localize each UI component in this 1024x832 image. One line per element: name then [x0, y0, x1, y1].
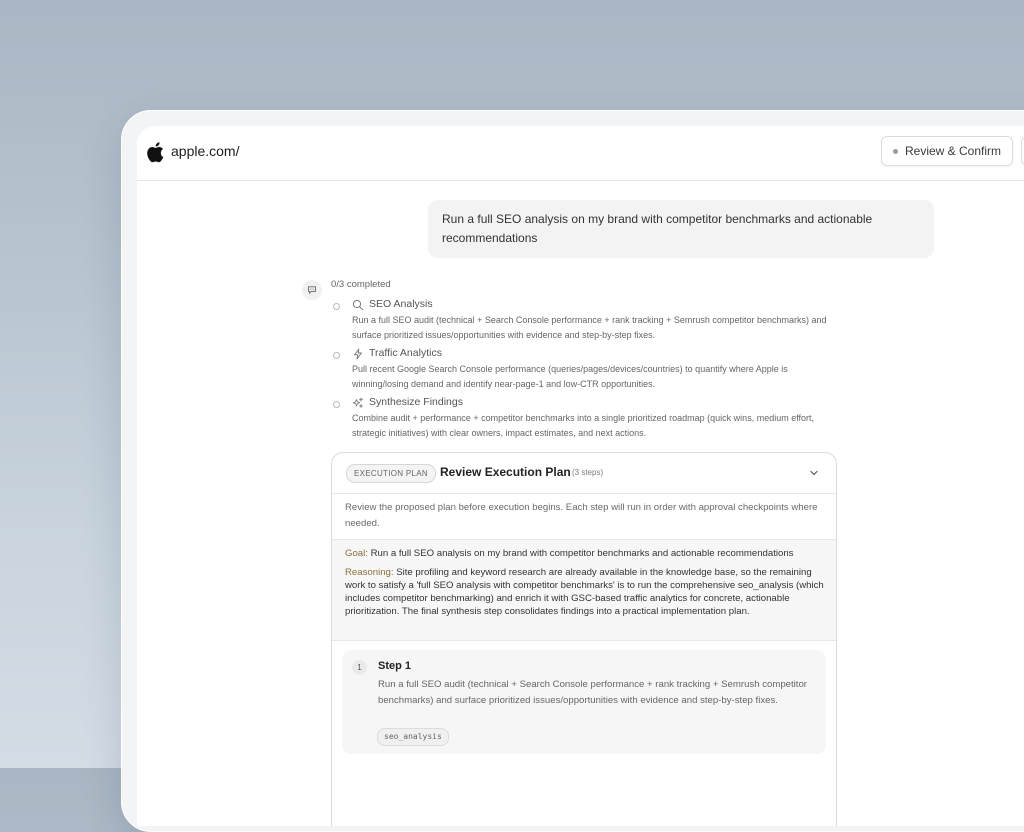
- reasoning-label: Reasoning:: [345, 567, 394, 578]
- plan-step-1[interactable]: [342, 650, 826, 754]
- execution-plan-badge: EXECUTION PLAN: [346, 464, 436, 483]
- task-title: Traffic Analytics: [369, 347, 442, 359]
- plan-intro: Review the proposed plan before execution begins. Each step will run in order with approval checkpoints where needed.: [345, 502, 818, 529]
- task-title: SEO Analysis: [369, 298, 433, 310]
- task-status-dot: [333, 303, 340, 310]
- review-confirm-label: Review & Confirm: [904, 144, 1002, 158]
- step-title: Step 1: [378, 660, 412, 672]
- app-window: [137, 126, 1024, 826]
- reasoning-text: Site profiling and keyword research are already available in the knowledge base, so the remaining work to satisfy a 'full SEO analysis with competitor benchmarks' is to run the comprehensive seo_analysis (which includes competitor benchmarking) and enrich it with GSC-based traffic analytics for concrete, actionable prioritization. The final synthesis step consolidates findings into a practical implementation plan.: [345, 567, 824, 617]
- goal-text: Run a full SEO analysis on my brand with competitor benchmarks and actionable recommendations: [370, 548, 794, 559]
- chevron-down-icon[interactable]: [808, 467, 820, 479]
- task-status-dot: [333, 352, 340, 359]
- task-description: Combine audit + performance + competitor benchmarks into a single prioritized roadmap (quick wins, medium effort, strategic initiatives) with clear owners, impact estimates, and next actions.: [352, 413, 815, 438]
- top-bar: [137, 126, 1024, 181]
- apple-logo-icon: [146, 141, 164, 163]
- search-icon: [352, 299, 364, 311]
- progress-counter: 0/3 completed: [331, 279, 391, 290]
- step-tool-tag: seo_analysis: [377, 728, 449, 746]
- task-status-dot: [333, 401, 340, 408]
- task-description: Run a full SEO audit (technical + Search Console performance + rank tracking + Semrush competitor benchmarks) and surface prioritized issues/opportunities with evidence and step-by-step fixes.: [352, 315, 827, 340]
- task-description: Pull recent Google Search Console performance (queries/pages/devices/countries) to quantify where Apple is winning/losing demand and identify near-page-1 and low-CTR opportunities.: [352, 364, 788, 389]
- step-description: Run a full SEO audit (technical + Search Console performance + rank tracking + Semrush competitor benchmarks) and surface prioritized issues/opportunities with evidence and step-by-step fixes.: [378, 679, 807, 706]
- goal-line: [345, 547, 825, 561]
- plan-header[interactable]: [332, 453, 836, 494]
- review-confirm-button[interactable]: [881, 136, 1013, 166]
- site-domain: apple.com/: [171, 143, 240, 159]
- step-number: 1: [352, 660, 367, 675]
- status-dot-icon: [893, 149, 898, 154]
- execution-plan-card: [331, 452, 837, 826]
- reasoning-line: [345, 566, 825, 618]
- plan-step-count: (3 steps): [572, 468, 604, 477]
- goal-section: [332, 539, 836, 641]
- goal-label: Goal:: [345, 548, 368, 559]
- sparkles-icon: [352, 397, 364, 409]
- plan-title: Review Execution Plan: [440, 465, 571, 479]
- user-message: Run a full SEO analysis on my brand with competitor benchmarks and actionable recommendations: [428, 200, 934, 258]
- agent-chat-icon: [302, 280, 322, 300]
- task-title: Synthesize Findings: [369, 396, 463, 408]
- lightning-icon: [352, 348, 364, 360]
